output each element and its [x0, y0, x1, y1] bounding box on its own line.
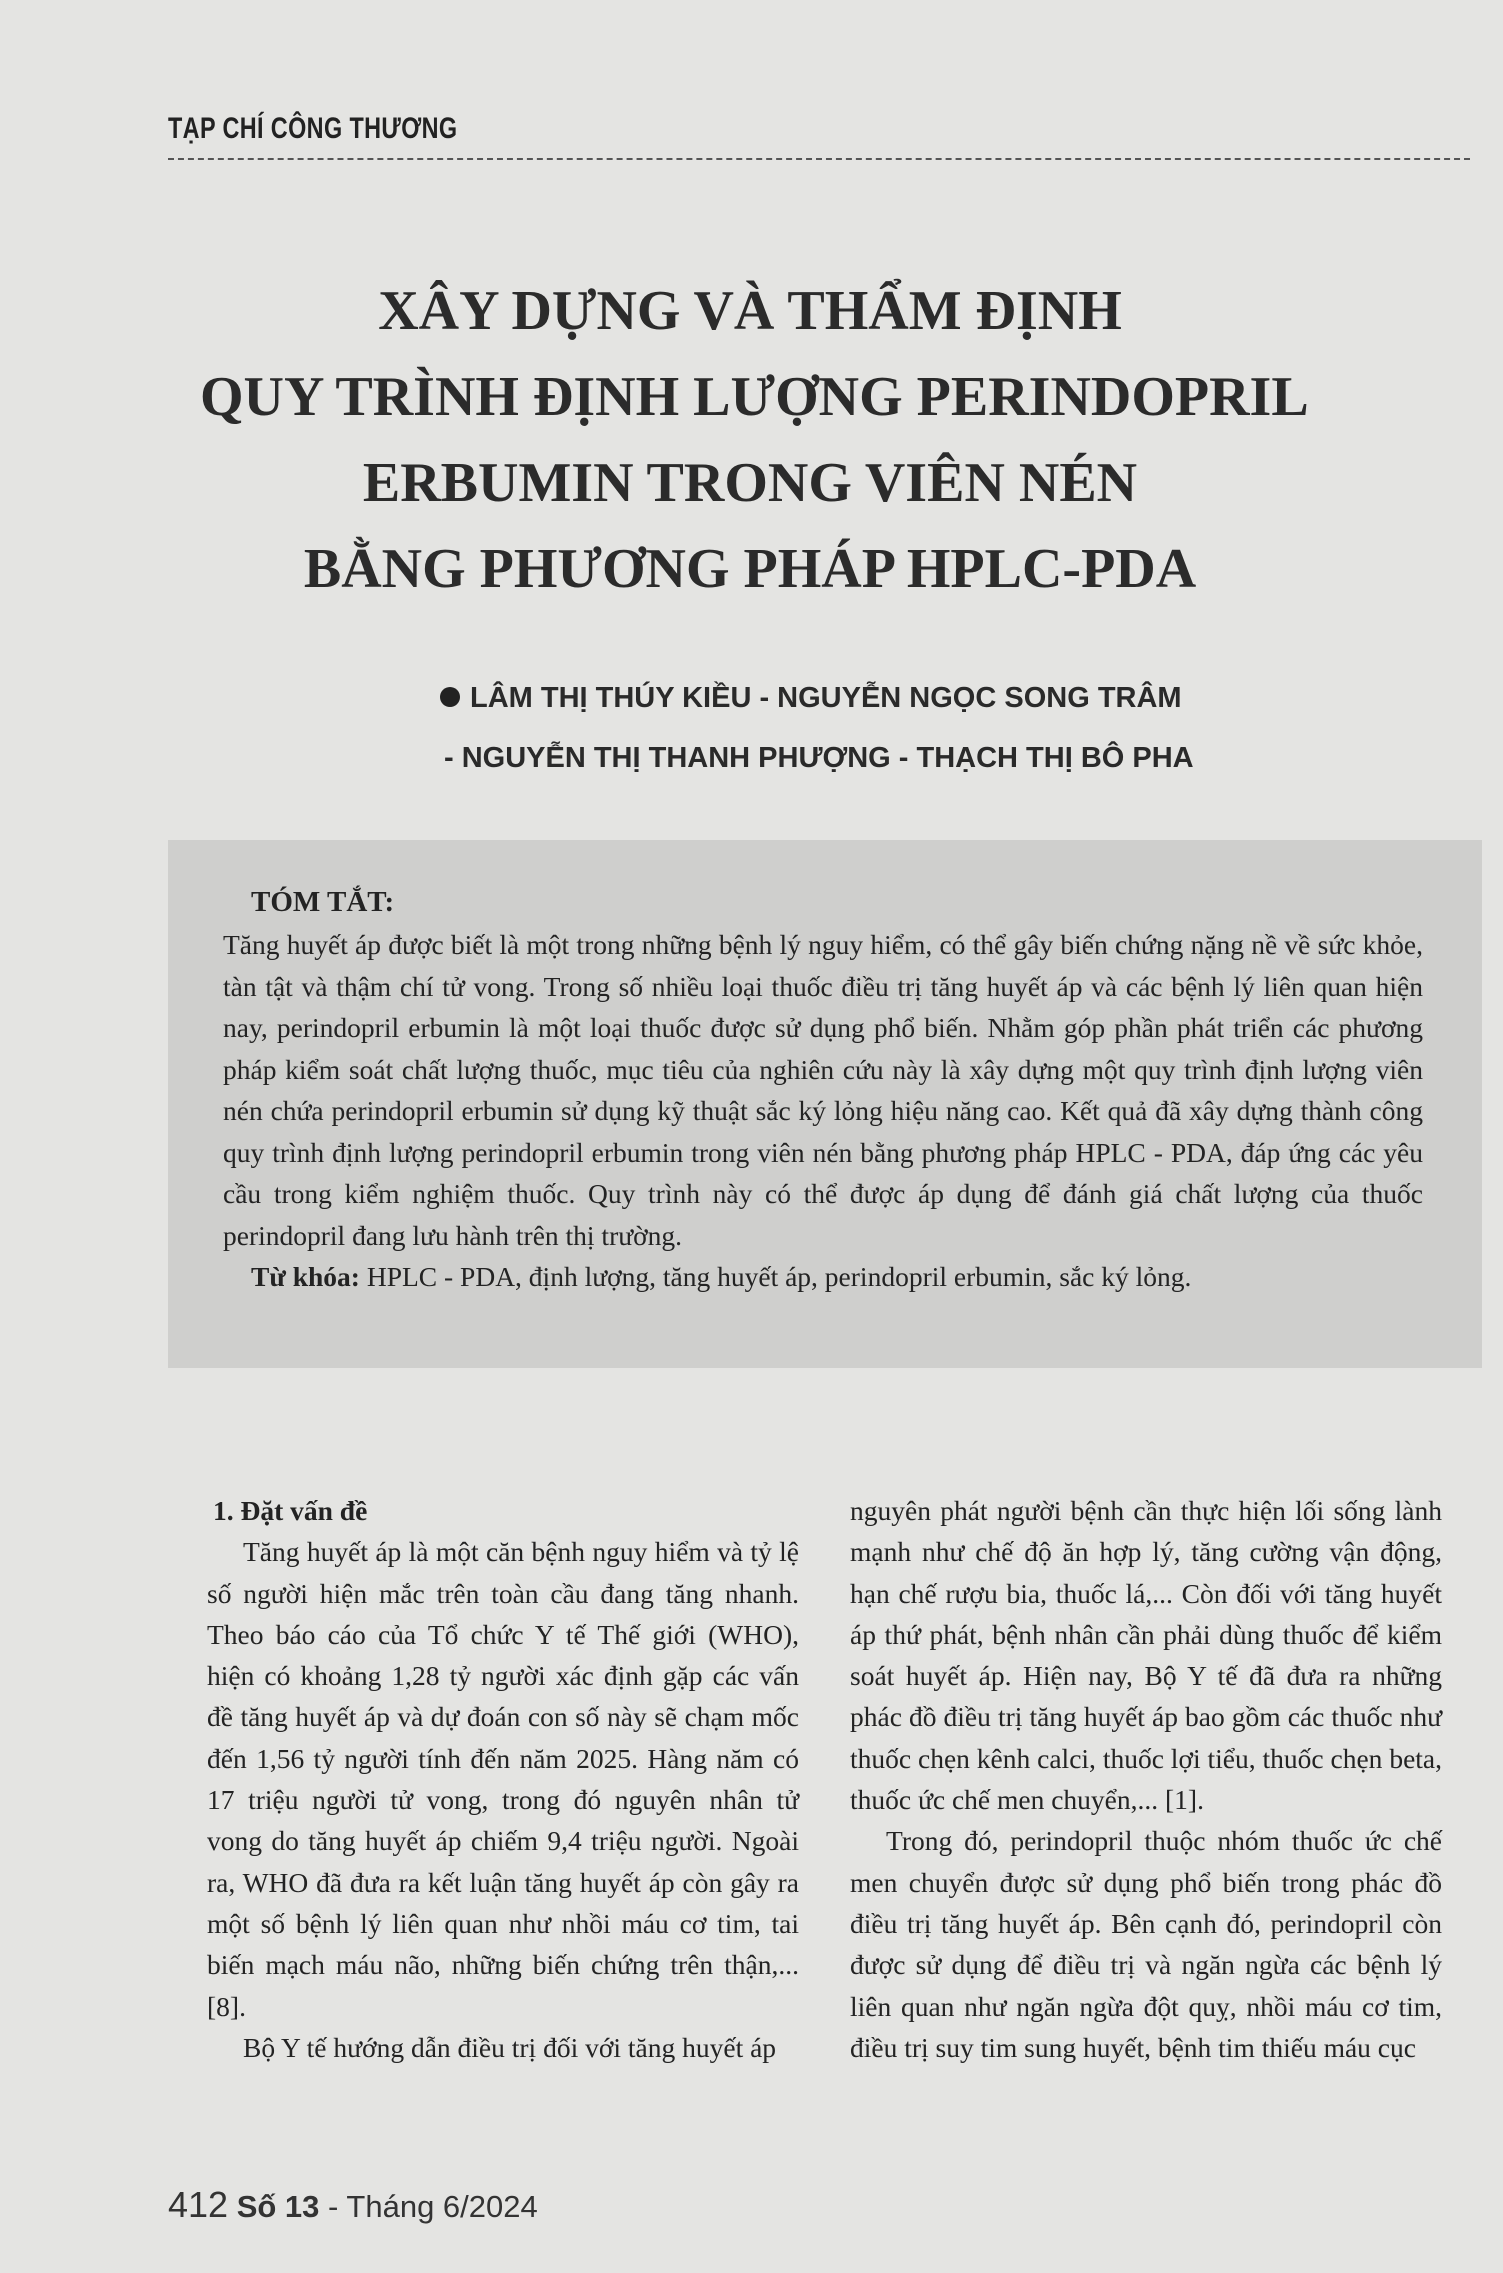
column-right [850, 1490, 1442, 2068]
paragraph: Tăng huyết áp là một căn bệnh nguy hiểm và tỷ lệ số người hiện mắc trên toàn cầu đang tăng nhanh. Theo báo cáo của Tổ chức Y tế Thế giới (WHO), hiện có khoảng 1,28 tỷ người xác định gặp các vấn đề tăng huyết áp và dự đoán con số này sẽ chạm mốc đến 1,56 tỷ người tính đến năm 2025. Hàng năm có 17 triệu người tử vong, trong đó nguyên nhân tử vong do tăng huyết áp chiếm 9,4 triệu người. Ngoài ra, WHO đã đưa ra kết luận tăng huyết áp còn gây ra một số bệnh lý liên quan như nhồi máu cơ tim, tai biến mạch máu não, những biến chứng trên thận,...[8]. [207, 1536, 799, 2022]
journal-name: TẠP CHÍ CÔNG THƯƠNG [168, 112, 458, 145]
abstract-heading: TÓM TẮT: [251, 886, 395, 918]
section-heading: 1. Đặt vấn đề [213, 1495, 368, 1526]
title-line-3: ERBUMIN TRONG VIÊN NÉN [362, 452, 1138, 514]
header-rule [168, 158, 1470, 160]
page-footer [168, 2184, 538, 2226]
title-line-4: BẰNG PHƯƠNG PHÁP HPLC-PDA [303, 538, 1197, 600]
paragraph: nguyên phát người bệnh cần thực hiện lối sống lành mạnh như chế độ ăn hợp lý, tăng cường vận động, hạn chế rượu bia, thuốc lá,... Còn đối với tăng huyết áp thứ phát, bệnh nhân cần phải dùng thuốc để kiểm soát huyết áp. Hiện nay, Bộ Y tế đã đưa ra những phác đồ điều trị tăng huyết áp bao gồm các thuốc như thuốc chẹn kênh calci, thuốc lợi tiểu, thuốc chẹn beta, thuốc ức chế men chuyển,... [1]. [850, 1495, 1442, 1816]
article-title [200, 268, 1309, 612]
author-line-2: - NGUYỄN THỊ THANH PHƯỢNG - THẠCH THỊ BÔ PHA [444, 742, 1194, 774]
paragraph: Trong đó, perindopril thuộc nhóm thuốc ức chế men chuyển được sử dụng phổ biến trong phác đồ điều trị tăng huyết áp. Bên cạnh đó, perindopril còn được sử dụng để điều trị và ngăn ngừa các bệnh lý liên quan như ngăn ngừa đột quỵ, nhồi máu cơ tim, điều trị suy tim sung huyết, bệnh tim thiếu máu cục [850, 1825, 1442, 2063]
issue-month: - Tháng 6/2024 [319, 2189, 538, 2224]
author-line-1 [420, 668, 1320, 728]
issue-number: Số 13 [236, 2189, 320, 2224]
title-line-1: XÂY DỰNG VÀ THẨM ĐỊNH [378, 280, 1122, 342]
title-line-2: QUY TRÌNH ĐỊNH LƯỢNG PERINDOPRIL [200, 366, 1309, 428]
abstract-body: Tăng huyết áp được biết là một trong những bệnh lý nguy hiểm, có thể gây biến chứng nặng nề về sức khỏe, tàn tật và thậm chí tử vong. Trong số nhiều loại thuốc điều trị tăng huyết áp và các bệnh lý liên quan hiện nay, perindopril erbumin là một loại thuốc được sử dụng phổ biến. Nhằm góp phần phát triển các phương pháp kiểm soát chất lượng thuốc, mục tiêu của nghiên cứu này là xây dựng một quy trình định lượng viên nén chứa perindopril erbumin sử dụng kỹ thuật sắc ký lỏng hiệu năng cao. Kết quả đã xây dựng thành công quy trình định lượng perindopril erbumin trong viên nén bằng phương pháp HPLC - PDA, đáp ứng các yêu cầu trong kiểm nghiệm thuốc. Quy trình này có thể được áp dụng để đánh giá chất lượng của thuốc perindopril đang lưu hành trên thị trường. [223, 929, 1423, 1251]
bullet-icon [440, 687, 460, 707]
paragraph: Bộ Y tế hướng dẫn điều trị đối với tăng huyết áp [243, 2031, 777, 2063]
abstract-box [168, 840, 1482, 1368]
keywords-label: Từ khóa: [251, 1261, 360, 1292]
column-left [207, 1490, 799, 2068]
page-number: 412 [168, 2184, 229, 2225]
author-list [420, 668, 1320, 788]
author-line-1-text: LÂM THỊ THÚY KIỀU - NGUYỄN NGỌC SONG TRÂM [470, 682, 1182, 714]
abstract-content [223, 880, 1423, 1298]
keywords-text: HPLC - PDA, định lượng, tăng huyết áp, perindopril erbumin, sắc ký lỏng. [366, 1261, 1192, 1292]
keywords [251, 1256, 1423, 1298]
